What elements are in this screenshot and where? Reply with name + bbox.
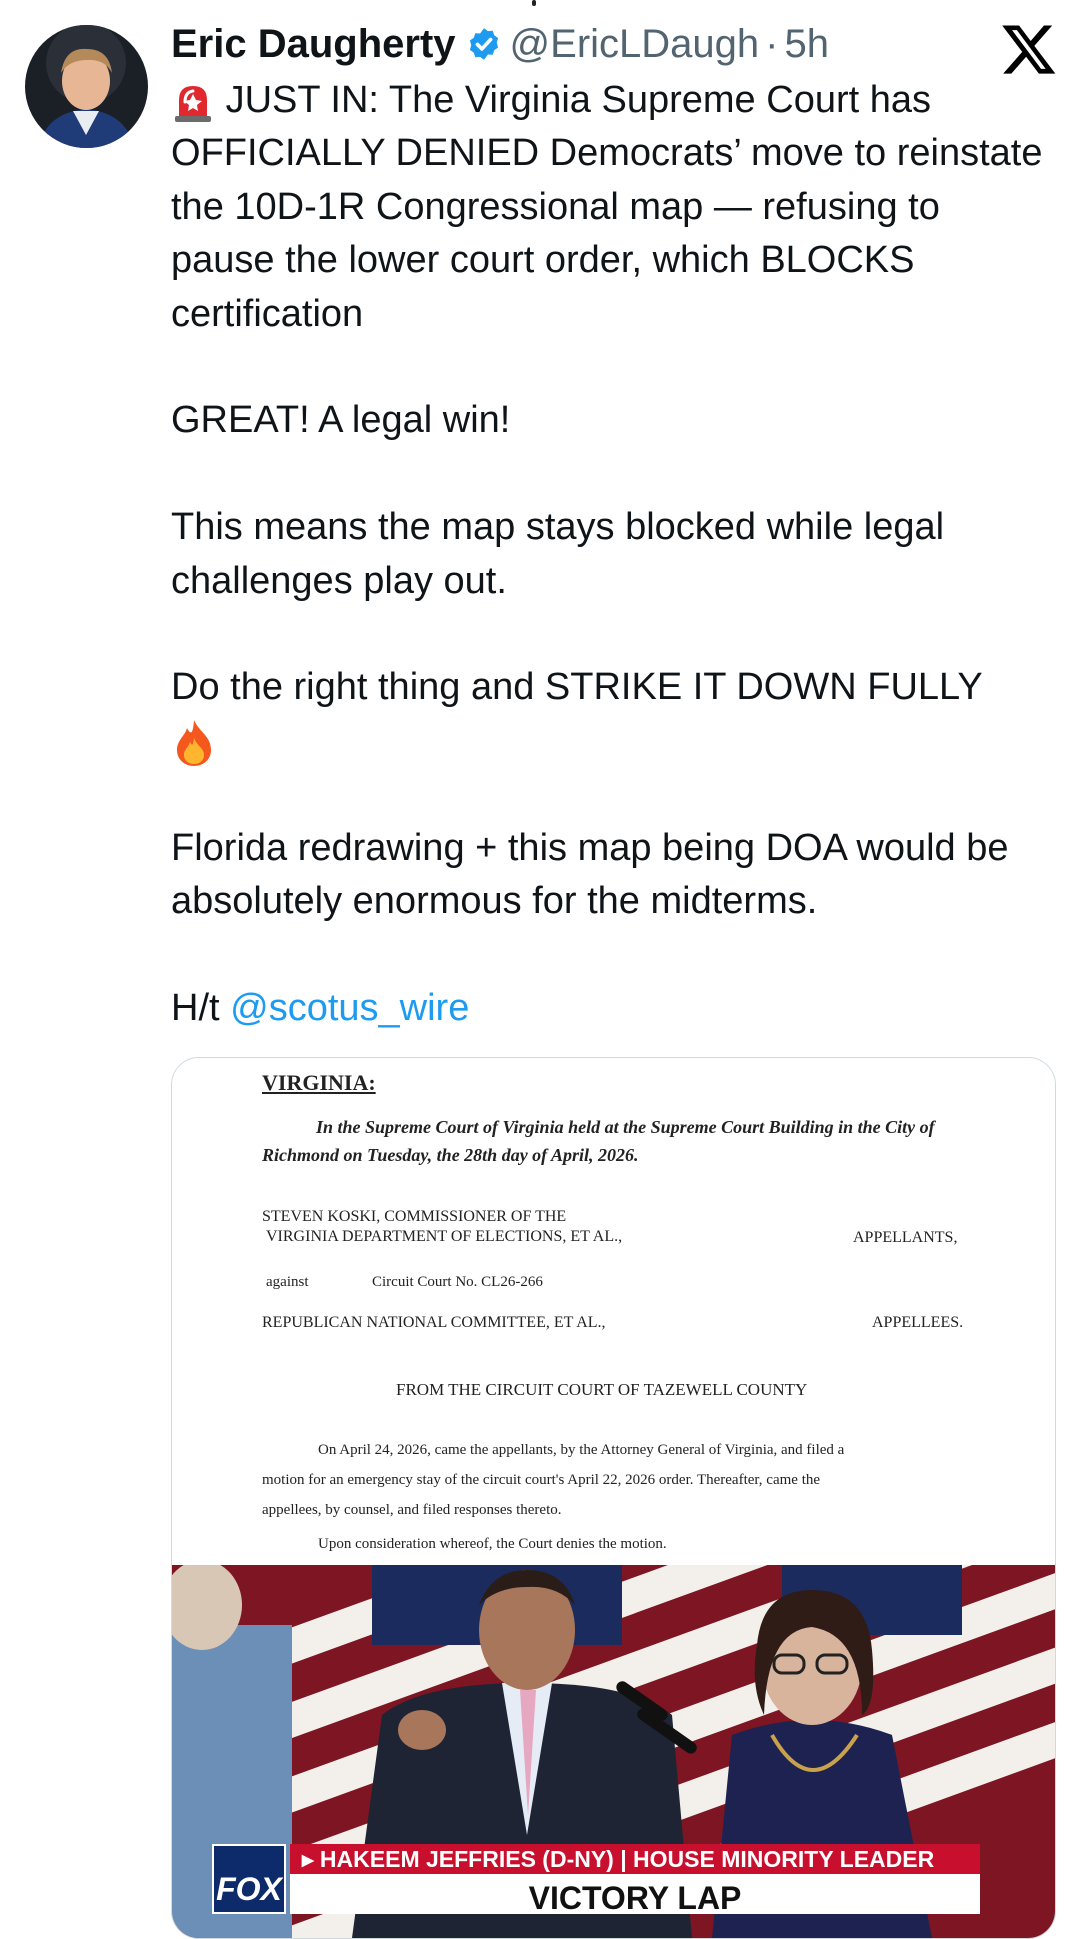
top-indicator [532, 0, 536, 6]
doc-party2: REPUBLICAN NATIONAL COMMITTEE, ET AL., [262, 1314, 606, 1331]
doc-party2-role: APPELLEES. [872, 1314, 964, 1331]
siren-emoji-icon [171, 80, 215, 124]
video-still [172, 1565, 1055, 1938]
tweet-header [171, 20, 829, 68]
lower-third-name: ▸ HAKEEM JEFFRIES (D-NY) | HOUSE MINORITY LEADER [290, 1844, 980, 1874]
media-card[interactable] [171, 1057, 1056, 1939]
mention-link[interactable]: @scotus_wire [230, 986, 470, 1029]
timestamp[interactable]: 5h [784, 21, 829, 66]
tweet-paragraph-4 [171, 661, 1051, 768]
doc-para-line4: Upon consideration whereof, the Court denies the motion. [318, 1536, 667, 1552]
avatar-image [25, 25, 148, 148]
tweet-paragraph-2: GREAT! A legal win! [171, 399, 511, 442]
handle[interactable]: @EricLDaugh [509, 21, 760, 66]
verified-badge-icon [466, 26, 502, 62]
fire-emoji-icon [171, 718, 217, 768]
doc-party1-role: APPELLANTS, [853, 1229, 958, 1246]
tweet-body [171, 74, 1051, 1035]
doc-para-line3: appellees, by counsel, and filed responses thereto. [262, 1502, 562, 1518]
x-logo-icon[interactable] [1000, 20, 1058, 78]
tweet-paragraph-1-text: JUST IN: The Virginia Supreme Court has OFFICIALLY DENIED Democrats’ move to reinstate the 10D-1R Congressional map — refusing to pause the lower court order, which BLOCKS certification [171, 79, 1043, 335]
doc-para-line2: motion for an emergency stay of the circuit court's April 22, 2026 order. Thereafter, came the [262, 1472, 821, 1488]
avatar[interactable] [25, 25, 148, 148]
doc-title: VIRGINIA: [262, 1070, 376, 1095]
lower-third-headline: VICTORY LAP [290, 1874, 980, 1914]
doc-from: FROM THE CIRCUIT COURT OF TAZEWELL COUNTY [396, 1380, 808, 1399]
tweet-paragraph-4-text: Do the right thing and STRIKE IT DOWN FULLY [171, 666, 983, 709]
doc-party1-line2: VIRGINIA DEPARTMENT OF ELECTIONS, ET AL., [266, 1228, 623, 1245]
doc-party1-line1: STEVEN KOSKI, COMMISSIONER OF THE [262, 1208, 567, 1225]
tweet-paragraph-1 [171, 74, 1051, 341]
tweet-paragraph-3: This means the map stays blocked while legal challenges play out. [171, 506, 945, 602]
network-logo: FOX [212, 1844, 286, 1914]
court-order-image [172, 1058, 1055, 1565]
news-chyron [172, 1830, 1055, 1930]
tweet-paragraph-5: Florida redrawing + this map being DOA would be absolutely enormous for the midterms. [171, 826, 1009, 923]
hat-tip-prefix: H/t [171, 986, 231, 1029]
doc-case-number: Circuit Court No. CL26-266 [372, 1274, 543, 1290]
doc-against: against [266, 1274, 309, 1290]
hat-tip [171, 982, 1051, 1035]
doc-para-line1: On April 24, 2026, came the appellants, by the Attorney General of Virginia, and filed a [318, 1442, 845, 1458]
doc-intro: In the Supreme Court of Virginia held at the Supreme Court Building in the City of Richmond on Tuesday, the 28th day of April, 2026. [262, 1117, 935, 1165]
separator: · [765, 21, 779, 66]
display-name[interactable]: Eric Daugherty [171, 21, 456, 66]
